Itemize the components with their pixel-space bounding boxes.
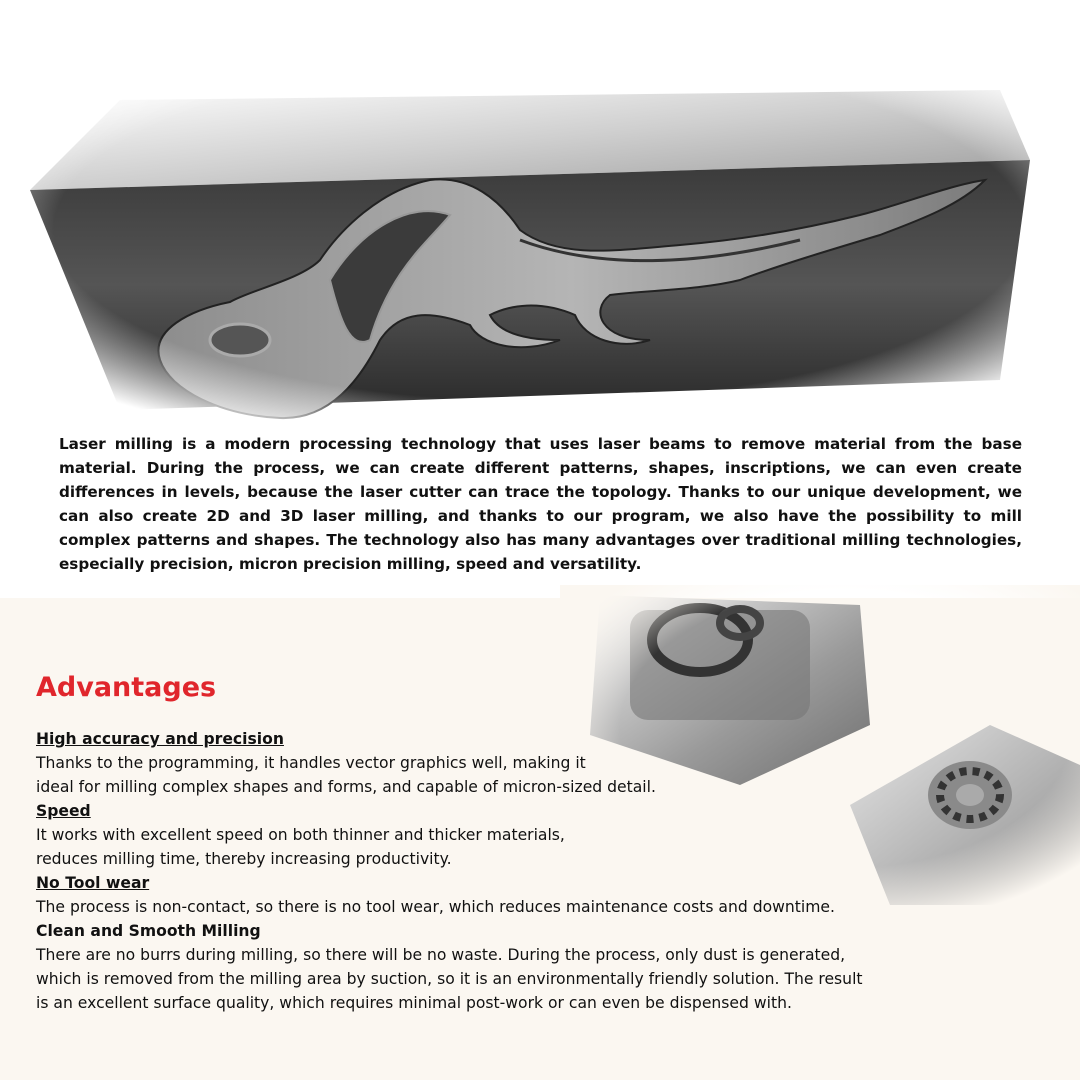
advantage-text-line: reduces milling time, thereby increasing productivity.: [36, 850, 452, 868]
advantage-item: [36, 871, 916, 919]
advantage-item: [36, 727, 916, 799]
advantage-heading: Clean and Smooth Milling: [36, 922, 261, 940]
advantage-text-line: It works with excellent speed on both thinner and thicker materials,: [36, 826, 565, 844]
advantages-list: [36, 727, 916, 1015]
advantage-item: [36, 799, 916, 871]
advantages-title: Advantages: [36, 672, 217, 703]
advantage-text-line: ideal for milling complex shapes and forms, and capable of micron-sized detail.: [36, 778, 656, 796]
advantage-text-line: The process is non-contact, so there is no tool wear, which reduces maintenance costs and downtime.: [36, 898, 835, 916]
advantage-heading: No Tool wear: [36, 874, 150, 892]
advantage-text-line: which is removed from the milling area by suction, so it is an environmentally friendly solution. The result: [36, 970, 863, 988]
advantage-heading: High accuracy and precision: [36, 730, 284, 748]
advantage-text-line: Thanks to the programming, it handles vector graphics well, making it: [36, 754, 586, 772]
intro-paragraph: Laser milling is a modern processing technology that uses laser beams to remove material from the base material. During the process, we can create different patterns, shapes, inscriptions, we can even create differences in levels, because the laser cutter can trace the topology. Thanks to our unique development, we can also create 2D and 3D laser milling, and thanks to our program, we also have the possibility to mill complex patterns and shapes. The technology also has many advantages over traditional milling technologies, especially precision, micron precision milling, speed and versatility.: [59, 435, 1022, 573]
laser-milled-lizard-photo: [0, 40, 1080, 420]
advantage-text-line: is an excellent surface quality, which requires minimal post-work or can even be dispensed with.: [36, 994, 792, 1012]
advantage-text-line: There are no burrs during milling, so there will be no waste. During the process, only dust is generated,: [36, 946, 846, 964]
advantage-item: [36, 919, 916, 1015]
advantage-heading: Speed: [36, 802, 91, 820]
